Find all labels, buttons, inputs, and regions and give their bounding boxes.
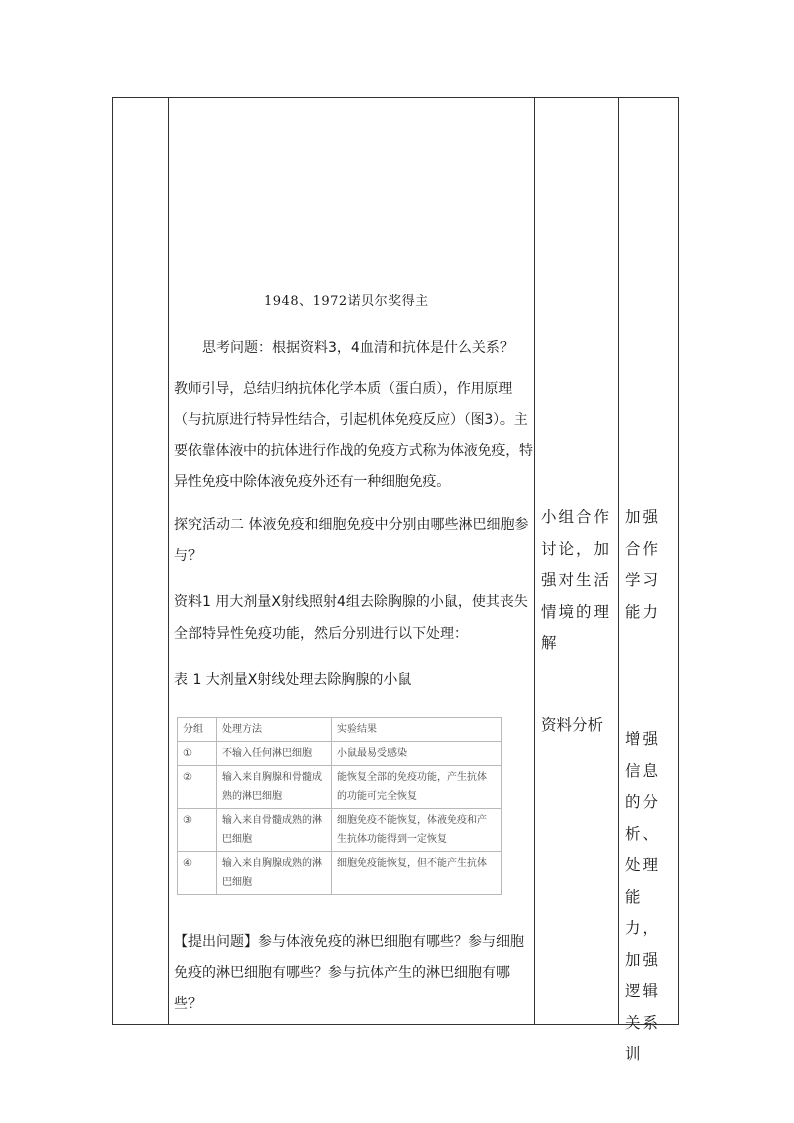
design-intent-analysis: 增强信息的分析、处理能力，加强逻辑关系训 [625, 730, 661, 1063]
group-cell: ① [178, 742, 217, 766]
student-activity-group-discussion: 小组合作讨论，加强对生活情境的理解 [541, 508, 612, 652]
thinking-question: 思考问题：根据资料3，4血清和抗体是什么关系？ [202, 340, 514, 356]
method-cell: 输入来自胸腺和骨髓成熟的淋巴细胞 [217, 766, 332, 809]
material-one: 资料1 用大剂量X射线照射4组去除胸腺的小鼠，使其丧失全部特异性免疫功能，然后分别进行以下处理： [174, 594, 528, 642]
design-intent-cooperation: 加强合作学习能力 [625, 508, 661, 621]
group-cell: ③ [178, 809, 217, 852]
design-intent-column [619, 97, 679, 1063]
result-cell: 能恢复全部的免疫功能，产生抗体的功能可完全恢复 [332, 766, 502, 809]
experiment-table [177, 717, 502, 895]
teaching-process-column [169, 97, 534, 1025]
group-cell: ② [178, 766, 217, 809]
table-header-row [178, 718, 502, 742]
inquiry-activity-two: 探究活动二 体液免疫和细胞免疫中分别由哪些淋巴细胞参与？ [174, 517, 529, 564]
header-cell: 分组 [178, 718, 217, 742]
method-cell: 不输入任何淋巴细胞 [217, 742, 332, 766]
result-cell: 细胞免疫能恢复，但不能产生抗体 [332, 852, 502, 895]
teacher-guidance: 教师引导，总结归纳抗体化学本质（蛋白质），作用原理（与抗原进行特异性结合，引起机体免疫反应）（图3）。主要依靠体液中的抗体进行作战的免疫方式称为体液免疫，特异性免疫中除体液免疫外还有一种细胞免疫。 [174, 381, 533, 490]
result-cell: 小鼠最易受感染 [332, 742, 502, 766]
table-row [178, 766, 502, 809]
header-cell: 实验结果 [332, 718, 502, 742]
header-cell: 处理方法 [217, 718, 332, 742]
table-row [178, 852, 502, 895]
raise-question: 【提出问题】参与体液免疫的淋巴细胞有哪些？参与细胞免疫的淋巴细胞有哪些？参与抗体产生的淋巴细胞有哪些？ [174, 934, 524, 1012]
result-cell: 细胞免疫不能恢复，体液免疫和产生抗体功能得到一定恢复 [332, 809, 502, 852]
table-row [178, 742, 502, 766]
method-cell: 输入来自胸腺成熟的淋巴细胞 [217, 852, 332, 895]
group-cell: ④ [178, 852, 217, 895]
table-row [178, 809, 502, 852]
student-activity-column [535, 97, 618, 1025]
table-title: 表 1 大剂量X射线处理去除胸腺的小鼠 [174, 672, 412, 688]
method-cell: 输入来自骨髓成熟的淋巴细胞 [217, 809, 332, 852]
figure-caption: 1948、1972诺贝尔奖得主 [264, 294, 429, 309]
student-activity-material-analysis: 资料分析 [541, 716, 604, 734]
